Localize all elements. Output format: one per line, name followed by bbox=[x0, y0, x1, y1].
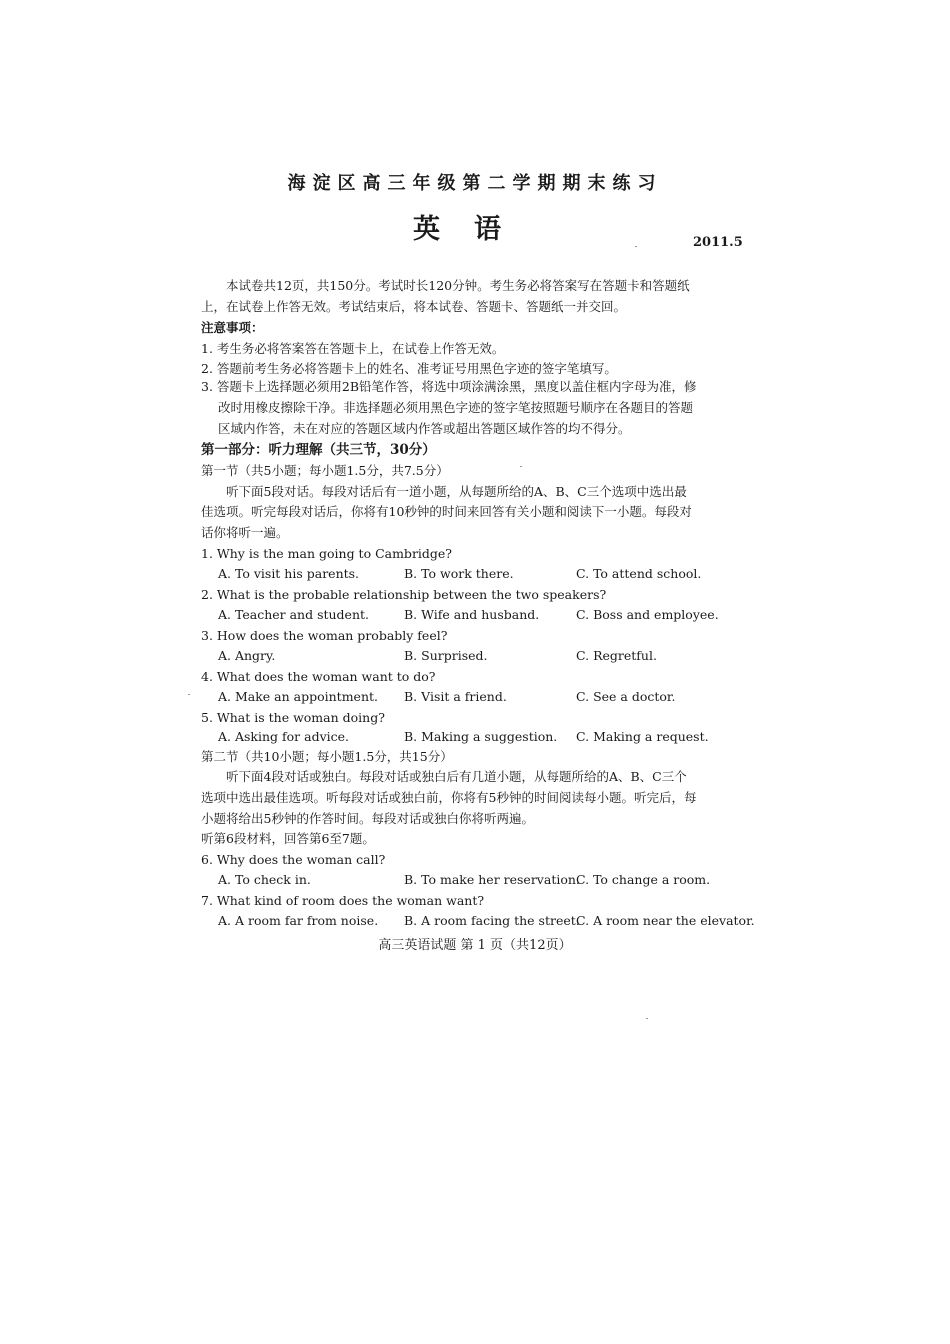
section1-heading: 第一节（共5小题；每小题1.5分，共7.5分） bbox=[201, 463, 449, 478]
question-5-option-b: B. Making a suggestion. bbox=[404, 729, 558, 744]
section1-instruction-1: 听下面5段对话。每段对话后有一道小题，从每题所给的A、B、C三个选项中选出最 bbox=[226, 484, 687, 499]
question-2-option-c: C. Boss and employee. bbox=[576, 607, 719, 622]
section2-heading: 第二节（共10小题；每小题1.5分，共15分） bbox=[201, 749, 453, 764]
question-3-option-a: A. Angry. bbox=[218, 648, 276, 663]
scan-speck bbox=[188, 694, 190, 695]
note-item-1: 1. 考生务必将答案答在答题卡上，在试卷上作答无效。 bbox=[201, 341, 505, 356]
question-4: 4. What does the woman want to do? bbox=[201, 669, 436, 684]
section2-instruction-1: 听下面4段对话或独白。每段对话或独白后有几道小题，从每题所给的A、B、C三个 bbox=[226, 769, 687, 784]
question-5-option-a: A. Asking for advice. bbox=[218, 729, 349, 744]
question-3: 3. How does the woman probably feel? bbox=[201, 628, 448, 643]
question-1: 1. Why is the man going to Cambridge? bbox=[201, 546, 453, 561]
question-1-option-c: C. To attend school. bbox=[576, 566, 702, 581]
note-item-3-line-2: 改时用橡皮擦除干净。非选择题必须用黑色字迹的签字笔按照题号顺序在各题目的答题 bbox=[218, 400, 694, 415]
scan-speck bbox=[635, 246, 637, 247]
subject-title: 英语 bbox=[413, 214, 535, 245]
question-6: 6. Why does the woman call? bbox=[201, 852, 386, 867]
page-footer: 高三英语试题 第 1 页（共12页） bbox=[378, 938, 572, 953]
section2-instruction-3: 小题将给出5秒钟的作答时间。每段对话或独白你将听两遍。 bbox=[201, 811, 534, 826]
question-2-option-b: B. Wife and husband. bbox=[404, 607, 540, 622]
question-1-option-b: B. To work there. bbox=[404, 566, 514, 581]
section1-instruction-3: 话你将听一遍。 bbox=[201, 525, 289, 540]
question-5: 5. What is the woman doing? bbox=[201, 710, 385, 725]
section2-instruction-2: 选项中选出最佳选项。听每段对话或独白前，你将有5秒钟的时间阅读每小题。听完后，每 bbox=[201, 790, 697, 805]
question-5-option-c: C. Making a request. bbox=[576, 729, 709, 744]
scan-speck bbox=[646, 1018, 648, 1019]
part1-heading: 第一部分：听力理解（共三节，30分） bbox=[201, 442, 436, 458]
question-7: 7. What kind of room does the woman want? bbox=[201, 893, 485, 908]
question-3-option-b: B. Surprised. bbox=[404, 648, 488, 663]
intro-line-2: 上，在试卷上作答无效。考试结束后，将本试卷、答题卡、答题纸一并交回。 bbox=[201, 299, 627, 314]
intro-line-1: 本试卷共12页，共150分。考试时长120分钟。考生务必将答案写在答题卡和答题纸 bbox=[226, 278, 690, 293]
question-6-option-c: C. To change a room. bbox=[576, 872, 711, 887]
note-item-3-line-3: 区域内作答，未在对应的答题区域内作答或超出答题区域作答的均不得分。 bbox=[218, 421, 631, 436]
question-4-option-a: A. Make an appointment. bbox=[218, 689, 378, 704]
exam-date: 2011.5 bbox=[693, 235, 743, 250]
note-item-2: 2. 答题前考生务必将答题卡上的姓名、准考证号用黑色字迹的签字笔填写。 bbox=[201, 361, 617, 376]
question-7-option-b: B. A room facing the street. bbox=[404, 913, 580, 928]
material-6-prompt: 听第6段材料，回答第6至7题。 bbox=[201, 831, 375, 846]
question-4-option-c: C. See a doctor. bbox=[576, 689, 676, 704]
note-item-3-line-1: 3. 答题卡上选择题必须用2B铅笔作答，将选中项涂满涂黑，黑度以盖住框内字母为准，修 bbox=[201, 379, 697, 394]
question-6-option-a: A. To check in. bbox=[218, 872, 311, 887]
exam-title: 海淀区高三年级第二学期期末练习 bbox=[287, 173, 663, 194]
question-7-option-c: C. A room near the elevator. bbox=[576, 913, 755, 928]
question-2-option-a: A. Teacher and student. bbox=[218, 607, 370, 622]
question-6-option-b: B. To make her reservation. bbox=[404, 872, 580, 887]
question-4-option-b: B. Visit a friend. bbox=[404, 689, 507, 704]
question-3-option-c: C. Regretful. bbox=[576, 648, 657, 663]
scan-speck bbox=[520, 466, 522, 467]
section1-instruction-2: 佳选项。听完每段对话后，你将有10秒钟的时间来回答有关小题和阅读下一小题。每段对 bbox=[201, 504, 692, 519]
question-1-option-a: A. To visit his parents. bbox=[218, 566, 360, 581]
question-2: 2. What is the probable relationship between the two speakers? bbox=[201, 587, 607, 602]
notes-heading: 注意事项： bbox=[201, 320, 264, 335]
question-7-option-a: A. A room far from noise. bbox=[218, 913, 379, 928]
